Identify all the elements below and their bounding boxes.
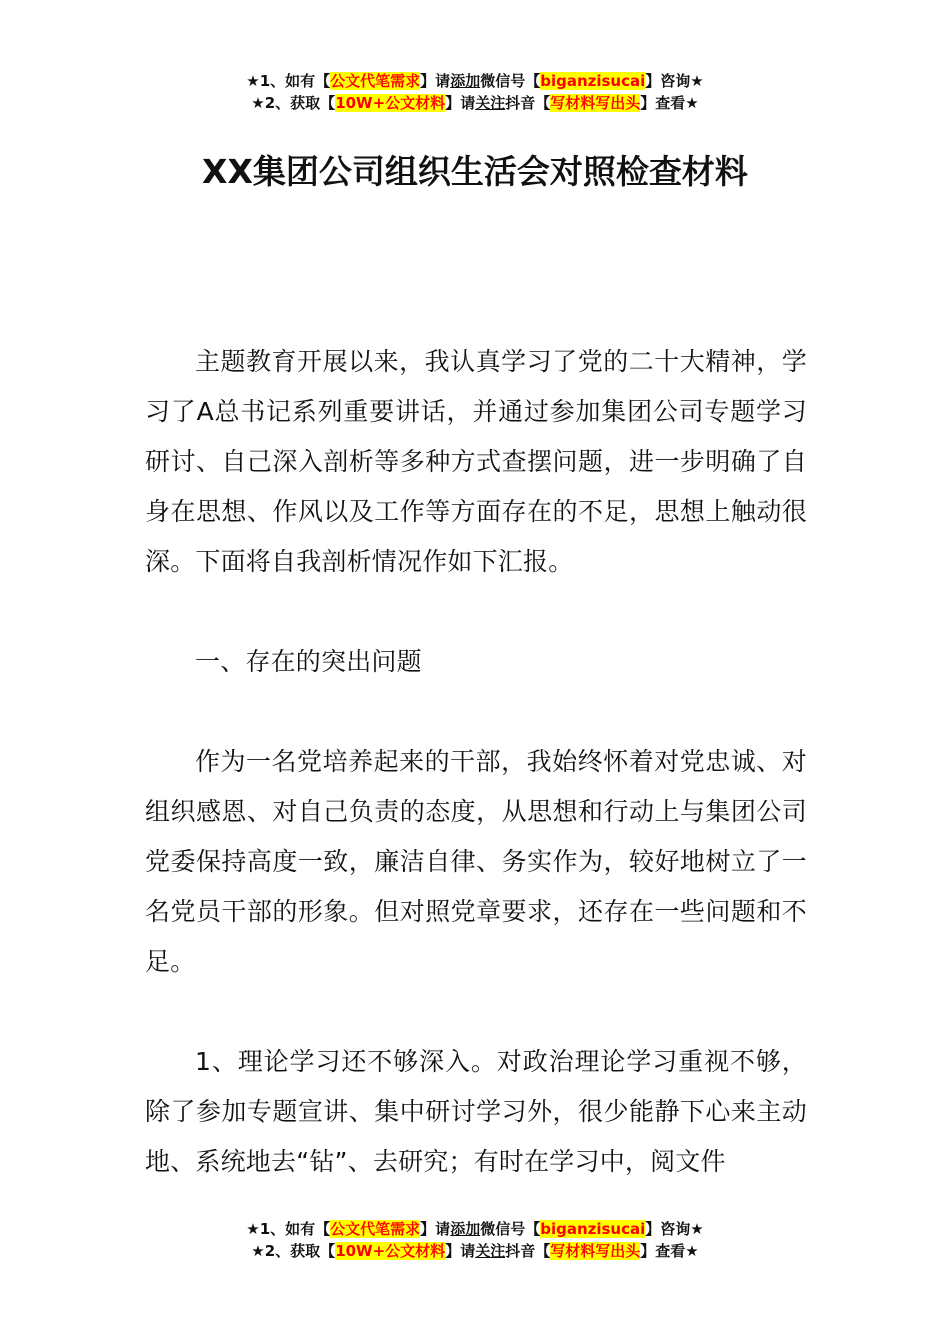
banner-text: ★2、获取【: [251, 1242, 336, 1260]
banner-text: ★1、如有【: [246, 72, 331, 90]
banner-text: 】请: [420, 72, 451, 90]
banner-text: 】请: [420, 1220, 451, 1238]
banner-emphasis: 关注: [475, 1242, 506, 1260]
banner-text: 】查看★: [640, 1242, 699, 1260]
banner-text: 微信号【: [480, 72, 541, 90]
banner-emphasis: 添加: [450, 72, 481, 90]
banner-line-1: [0, 1218, 950, 1240]
banner-highlight: 写材料写出头: [550, 94, 641, 112]
paragraph-overview: 作为一名党培养起来的干部，我始终怀着对党忠诚、对组织感恩、对自己负责的态度，从思想和行动上与集团公司党委保持高度一致，廉洁自律、务实作为，较好地树立了一名党员干部的形象。但对照党章要求，还存在一些问题和不足。: [145, 747, 807, 976]
document-title: XX集团公司组织生活会对照检查材料: [202, 152, 748, 191]
banner-text: ★2、获取【: [251, 94, 336, 112]
banner-highlight: 10W+公文材料: [335, 1242, 446, 1260]
banner-line-2: [0, 1240, 950, 1262]
banner-text: 】请: [445, 1242, 476, 1260]
banner-highlight: 公文代笔需求: [330, 1220, 421, 1238]
section-heading: 一、存在的突出问题: [195, 647, 422, 676]
banner-emphasis: 关注: [475, 94, 506, 112]
banner-text: ★1、如有【: [246, 1220, 331, 1238]
banner-text: 抖音【: [505, 1242, 551, 1260]
banner-line-2: [0, 92, 950, 114]
banner-highlight: biganzisucai: [540, 72, 646, 90]
banner-line-1: [0, 70, 950, 92]
banner-text: 】咨询★: [645, 1220, 704, 1238]
banner-text: 】查看★: [640, 94, 699, 112]
banner-emphasis: 添加: [450, 1220, 481, 1238]
banner-text: 】请: [445, 94, 476, 112]
banner-highlight: biganzisucai: [540, 1220, 646, 1238]
banner-highlight: 公文代笔需求: [330, 72, 421, 90]
paragraph-intro: 主题教育开展以来，我认真学习了党的二十大精神，学习了A总书记系列重要讲话，并通过参加集团公司专题学习研讨、自己深入剖析等多种方式查摆问题，进一步明确了自身在思想、作风以及工作等方面存在的不足，思想上触动很深。下面将自我剖析情况作如下汇报。: [145, 347, 807, 576]
banner-highlight: 写材料写出头: [550, 1242, 641, 1260]
banner-text: 微信号【: [480, 1220, 541, 1238]
banner-text: 】咨询★: [645, 72, 704, 90]
paragraph-item-1: 1、理论学习还不够深入。对政治理论学习重视不够，除了参加专题宣讲、集中研讨学习外，很少能静下心来主动地、系统地去“钻”、去研究；有时在学习中，阅文件: [145, 1047, 807, 1176]
banner-highlight: 10W+公文材料: [335, 94, 446, 112]
footer-banner: [0, 1218, 950, 1262]
header-banner: [0, 70, 950, 114]
banner-text: 抖音【: [505, 94, 551, 112]
